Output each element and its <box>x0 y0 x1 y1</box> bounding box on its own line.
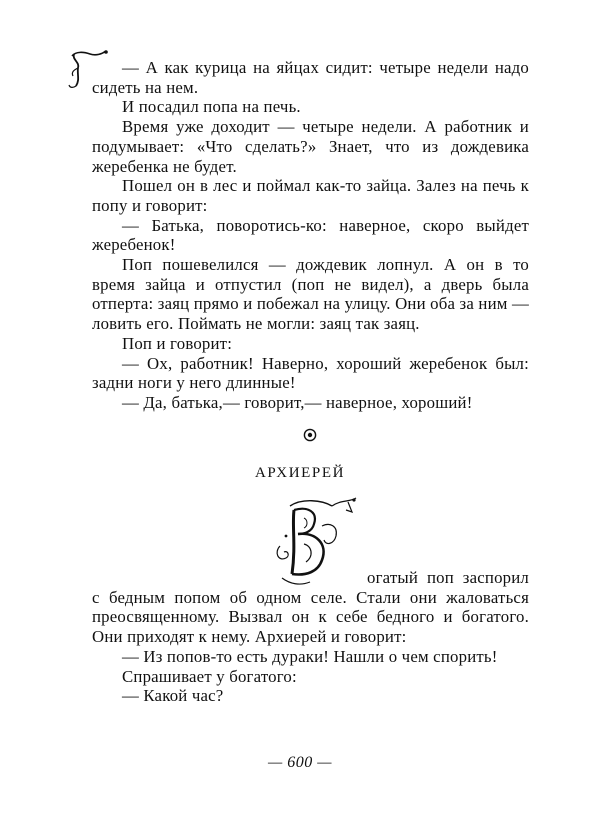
paragraph: — Да, батька,— говорит,— наверное, хороший! <box>122 392 473 412</box>
paragraph <box>92 568 529 647</box>
paragraph: Спрашивает у богатого: <box>122 666 297 686</box>
story-title: АРХИЕРЕЙ <box>254 465 346 481</box>
story-two-text <box>92 568 529 706</box>
section-separator-icon <box>303 428 317 442</box>
paragraph-text: огатый поп заспорил с бедным попом об одном селе. Стали они жаловаться преосвященному. Вызвал он к себе бедного и богатого. Они приходят к нему. Архиерей и говорит: <box>92 568 529 647</box>
paragraph: Поп пошевелился — дождевик лопнул. А он в то время зайца и отпустил (поп не видел), а дверь была отперта: заяц прямо и побежал на улицу. Они оба за ним — ловить его. Поймать не могли: заяц так заяц. <box>92 255 529 334</box>
page-number: — 600 — <box>268 754 332 771</box>
paragraph: — Какой час? <box>122 686 224 706</box>
paragraph: Пошел он в лес и поймал как-то зайца. Залез на печь к попу и говорит: <box>92 176 529 215</box>
paragraph: И посадил попа на печь. <box>122 97 301 117</box>
paragraph: — Ох, работник! Наверно, хороший жеребенок был: задни ноги у него длинные! <box>92 353 529 393</box>
paragraph: — Из попов-то есть дураки! Нашли о чем спорить! <box>122 646 498 666</box>
paragraph: — Батька, поворотись-ко: наверное, скоро выйдет жеребенок! <box>92 215 529 255</box>
paragraph: — А как курица на яйцах сидит: четыре недели надо сидеть на нем. <box>92 58 529 97</box>
story-one-text <box>92 58 529 413</box>
paragraph: Время уже доходит — четыре недели. А работник и подумывает: «Что сделать?» Знает, что из дождевика жеребенка не будет. <box>92 117 529 176</box>
paragraph: Поп и говорит: <box>122 333 233 353</box>
